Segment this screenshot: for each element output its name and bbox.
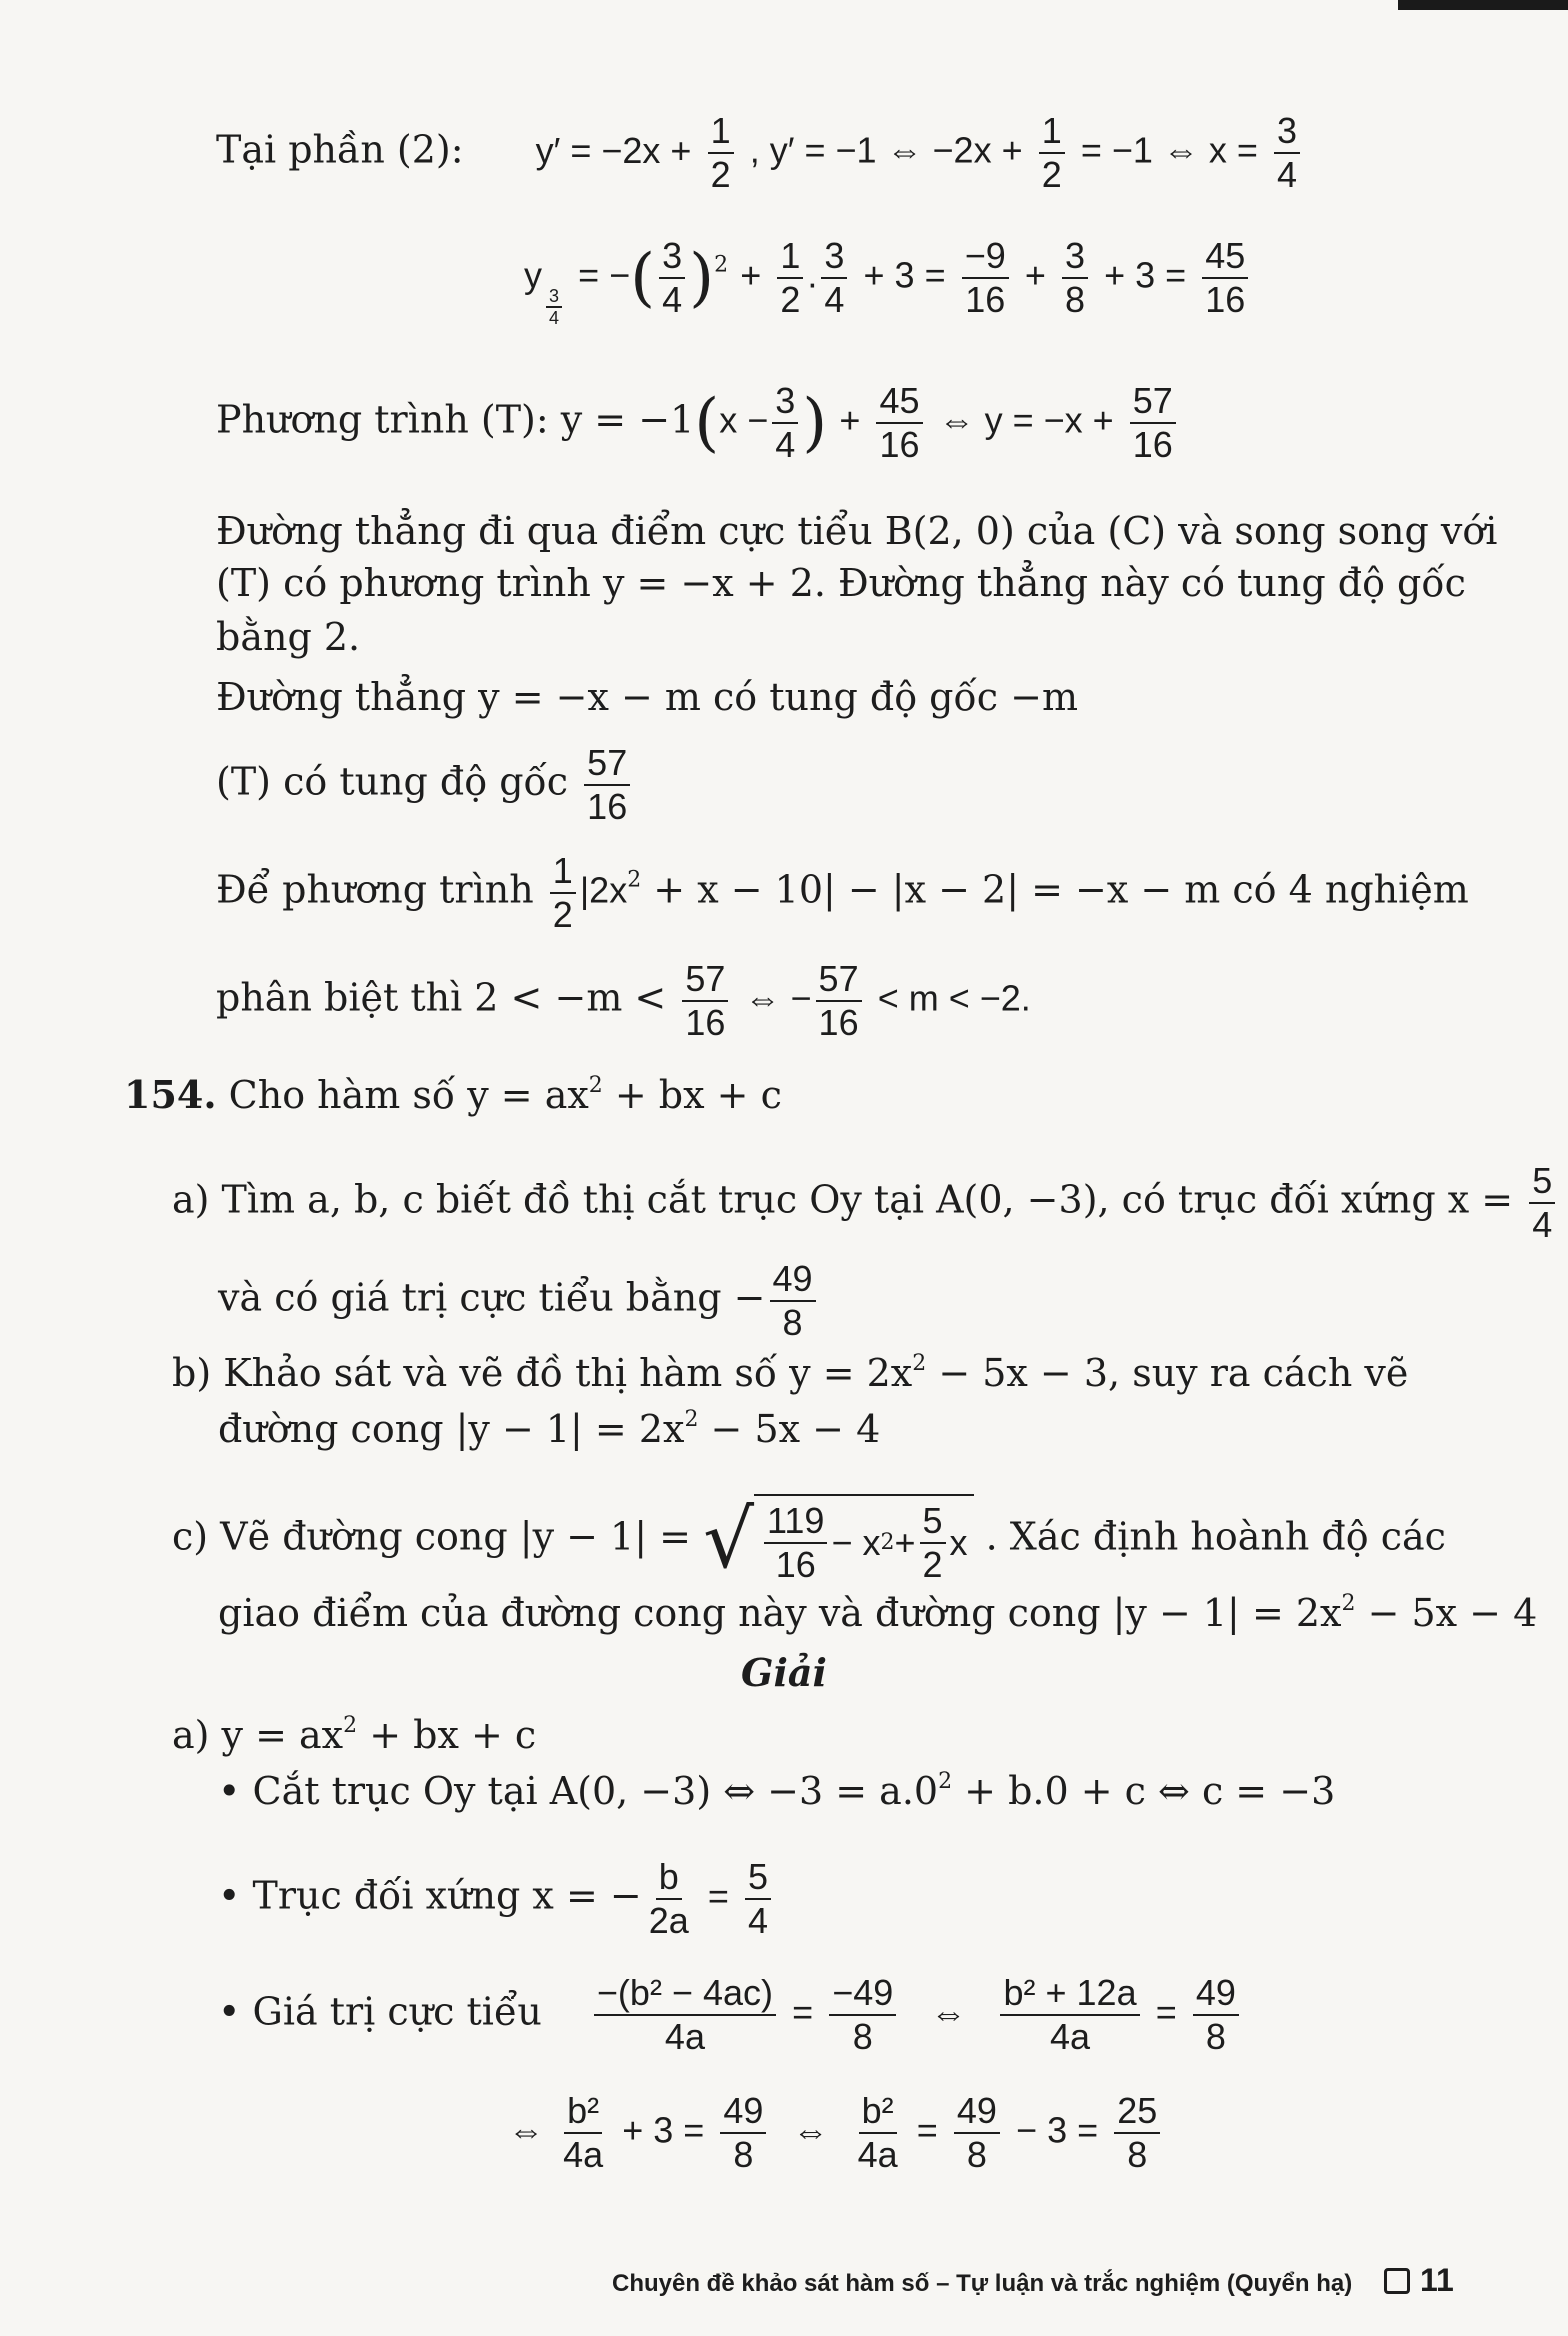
sol-text: + b.0 + c ⇔ c = −3 <box>964 1769 1336 1813</box>
problem-part-b-cont <box>218 1406 880 1452</box>
sol-text: • Cắt trục Oy tại A(0, −3) ⇔ −3 = a.0 <box>218 1769 939 1813</box>
problem-154 <box>124 1072 782 1118</box>
fraction: $\frac{b}{2a}$ <box>648 1856 689 1941</box>
footer-text: Chuyên đề khảo sát hàm số – Tự luận và trắc nghiệm (Quyển hạ) <box>612 2270 1353 2297</box>
fraction: $\frac{57}{16}$ <box>584 742 630 828</box>
fraction: $\frac{57}{16}$ <box>682 958 728 1044</box>
dot: . <box>807 254 818 296</box>
book-icon <box>1384 2268 1410 2294</box>
fraction: $\frac{5}{4}$ <box>745 1856 771 1942</box>
y-symbol: y <box>524 254 542 296</box>
fraction: $\frac{5}{2}$ <box>920 1500 946 1586</box>
plus-sign: + <box>1024 254 1046 296</box>
fraction: $\frac{25}{8}$ <box>1114 2090 1160 2176</box>
line-tai-phan-2 <box>216 110 1304 196</box>
exponent: 2 <box>684 1407 699 1432</box>
exponent: 2 <box>912 1351 927 1376</box>
eq-minus: = − <box>578 254 631 296</box>
plus-sign: + <box>839 399 861 441</box>
fraction: $\frac{49}{8}$ <box>954 2090 1000 2176</box>
fraction: $\frac{45}{16}$ <box>1202 235 1248 321</box>
top-edge-bar <box>1398 0 1568 10</box>
fraction: $\frac{\text{b²}}{4a}$ <box>857 2090 898 2175</box>
iff-sign: ⇔ <box>508 2109 544 2151</box>
equals-sign: = <box>792 1991 814 2033</box>
sol-text: a) y = ax <box>172 1713 344 1757</box>
subscript-fraction: $\frac{3}{4}$ <box>546 286 562 328</box>
part-c-text: . Xác định hoành độ các <box>985 1514 1446 1559</box>
solution-heading: Giải <box>741 1650 827 1695</box>
para-line-1: Đường thẳng đi qua điểm cực tiểu B(2, 0) của (C) và song song với <box>216 509 1498 553</box>
fraction: $\frac{3}{8}$ <box>1062 235 1088 321</box>
line-tung-do-goc-m: Đường thẳng y = −x − m có tung độ gốc −m <box>216 675 1078 719</box>
iff-sign: ⇔ <box>792 2109 829 2151</box>
eq-text: ⇔ y = −x + <box>938 399 1114 441</box>
fraction: $\frac{\text{−(b² − 4ac)}}{4a}$ <box>594 1972 776 2058</box>
equals-sign: = <box>916 2109 938 2151</box>
label: phân biệt thì 2 < −m < <box>216 975 667 1020</box>
fraction: $\frac{\text{b²}}{4a}$ <box>563 2090 604 2175</box>
fraction: $\frac{49}{8}$ <box>1193 1972 1239 2058</box>
fraction: $\frac{49}{8}$ <box>720 2090 766 2176</box>
paren-open: ( <box>630 241 656 315</box>
eq-text: Phương trình (T): y = −1 <box>216 397 695 442</box>
problem-part-a-cont <box>218 1258 820 1344</box>
para-line-3: bằng 2. <box>216 615 361 659</box>
fraction: $\frac{3}{4}$ <box>1274 110 1300 196</box>
eq-condition: , y′ = −1 ⇔ −2x + <box>749 129 1023 171</box>
part-a-text: và có giá trị cực tiểu bằng − <box>218 1275 766 1320</box>
fraction: $\frac{3}{4}$ <box>659 235 685 321</box>
problem-part-a <box>172 1160 1559 1246</box>
paren-close: ) <box>689 241 715 315</box>
plus-sign: + <box>740 254 762 296</box>
part-b-text: − 5x − 4 <box>710 1407 881 1451</box>
fraction: $\frac{57}{16}$ <box>1130 380 1176 466</box>
eq-text: − 3 = <box>1016 2109 1099 2151</box>
page-number: 11 <box>1420 2262 1454 2298</box>
fraction: $\frac{-49}{8}$ <box>829 1972 896 2058</box>
solution-bullet-3 <box>218 1972 1243 2058</box>
line-t-tung-do <box>216 742 634 828</box>
fraction: $\frac{119}{16}$ <box>764 1500 827 1586</box>
solution-bullet-2 <box>218 1856 775 1942</box>
fraction: $\frac{1}{2}$ <box>777 235 803 321</box>
sol-text: + bx + c <box>369 1713 537 1757</box>
line-phuong-trinh-t <box>216 380 1180 466</box>
problem-part-c <box>172 1494 1446 1586</box>
fraction: $\frac{1}{2}$ <box>708 110 734 196</box>
para-line-2: (T) có phương trình y = −x + 2. Đường thẳng này có tung độ gốc <box>216 561 1466 605</box>
problem-number: 154. <box>124 1072 217 1117</box>
square-root: √ $\frac{119}{16}$ − x 2 + $\frac{5}{2}$ x <box>703 1494 973 1586</box>
part-c-text: − 5x − 4 <box>1367 1591 1538 1635</box>
exponent: 2 <box>343 1713 358 1738</box>
line-phan-biet <box>216 958 1031 1044</box>
eq-range: < m < −2. <box>877 977 1031 1019</box>
eq-abs: |2x <box>579 869 628 911</box>
exponent: 2 <box>714 252 729 278</box>
line-y-value <box>524 235 1252 328</box>
fraction: $\frac{\text{b² + 12a}}{4a}$ <box>1000 1972 1139 2058</box>
label-tai-phan: Tại phần (2): <box>216 127 464 172</box>
fraction: $\frac{3}{4}$ <box>821 235 847 321</box>
line-de-phuong-trinh <box>216 850 1469 936</box>
label: (T) có tung độ gốc <box>216 759 569 804</box>
part-b-text: đường cong |y − 1| = 2x <box>218 1407 685 1451</box>
fraction: $\frac{45}{16}$ <box>876 380 922 466</box>
plus-sign: + <box>894 1522 916 1563</box>
part-b-text: − 5x − 3, suy ra cách vẽ <box>938 1351 1409 1395</box>
fraction: $\frac{1}{2}$ <box>550 850 576 936</box>
fraction: $\frac{57}{16}$ <box>816 958 862 1044</box>
eq-text: − x <box>831 1522 881 1563</box>
eq-result: = −1 ⇔ x = <box>1080 129 1258 171</box>
eq-plus3: + 3 = <box>1104 254 1187 296</box>
solution-line-final <box>508 2090 1164 2176</box>
problem-text: Cho hàm số y = ax <box>228 1073 589 1117</box>
sol-text: • Giá trị cực tiểu <box>218 1989 542 2034</box>
exponent: 2 <box>938 1769 953 1794</box>
problem-part-b <box>172 1350 1408 1396</box>
fraction: $\frac{1}{2}$ <box>1039 110 1065 196</box>
paren-open: ( <box>694 386 720 460</box>
fraction: $\frac{5}{4}$ <box>1529 1160 1555 1246</box>
eq-derivative: y′ = −2x + <box>535 129 692 171</box>
part-c-text: c) Vẽ đường cong |y − 1| = <box>172 1514 691 1559</box>
eq-x: x − <box>719 399 769 441</box>
equals-sign: = <box>707 1875 729 1917</box>
label: Để phương trình <box>216 867 534 912</box>
part-a-text: a) Tìm a, b, c biết đồ thị cắt trục Oy tại A(0, −3), có trục đối xứng x = <box>172 1177 1514 1222</box>
eq-text: + 3 = <box>622 2109 705 2151</box>
eq-plus3: + 3 = <box>863 254 946 296</box>
exponent: 2 <box>627 867 642 893</box>
eq-iff: ⇔ − <box>744 977 812 1019</box>
exponent: 2 <box>1341 1591 1356 1616</box>
solution-bullet-1 <box>218 1768 1335 1814</box>
problem-text: + bx + c <box>614 1073 782 1117</box>
fraction: $\frac{-9}{16}$ <box>962 235 1009 321</box>
sol-text: • Trục đối xứng x = − <box>218 1873 642 1918</box>
problem-part-c-cont <box>218 1590 1537 1636</box>
fraction: $\frac{3}{4}$ <box>772 380 798 466</box>
part-b-text: b) Khảo sát và vẽ đồ thị hàm số y = 2x <box>172 1351 913 1395</box>
exponent: 2 <box>588 1073 603 1098</box>
equals-sign: = <box>1155 1991 1177 2033</box>
part-c-text: giao điểm của đường cong này và đường cong |y − 1| = 2x <box>218 1591 1342 1635</box>
eq-text: + x − 10| − |x − 2| = −x − m có 4 nghiệm <box>653 867 1469 912</box>
paren-close: ) <box>802 386 828 460</box>
eq-text: x <box>949 1522 968 1563</box>
solution-a <box>172 1712 536 1758</box>
iff-sign: ⇔ <box>930 1991 967 2033</box>
fraction: $\frac{49}{8}$ <box>770 1258 816 1344</box>
